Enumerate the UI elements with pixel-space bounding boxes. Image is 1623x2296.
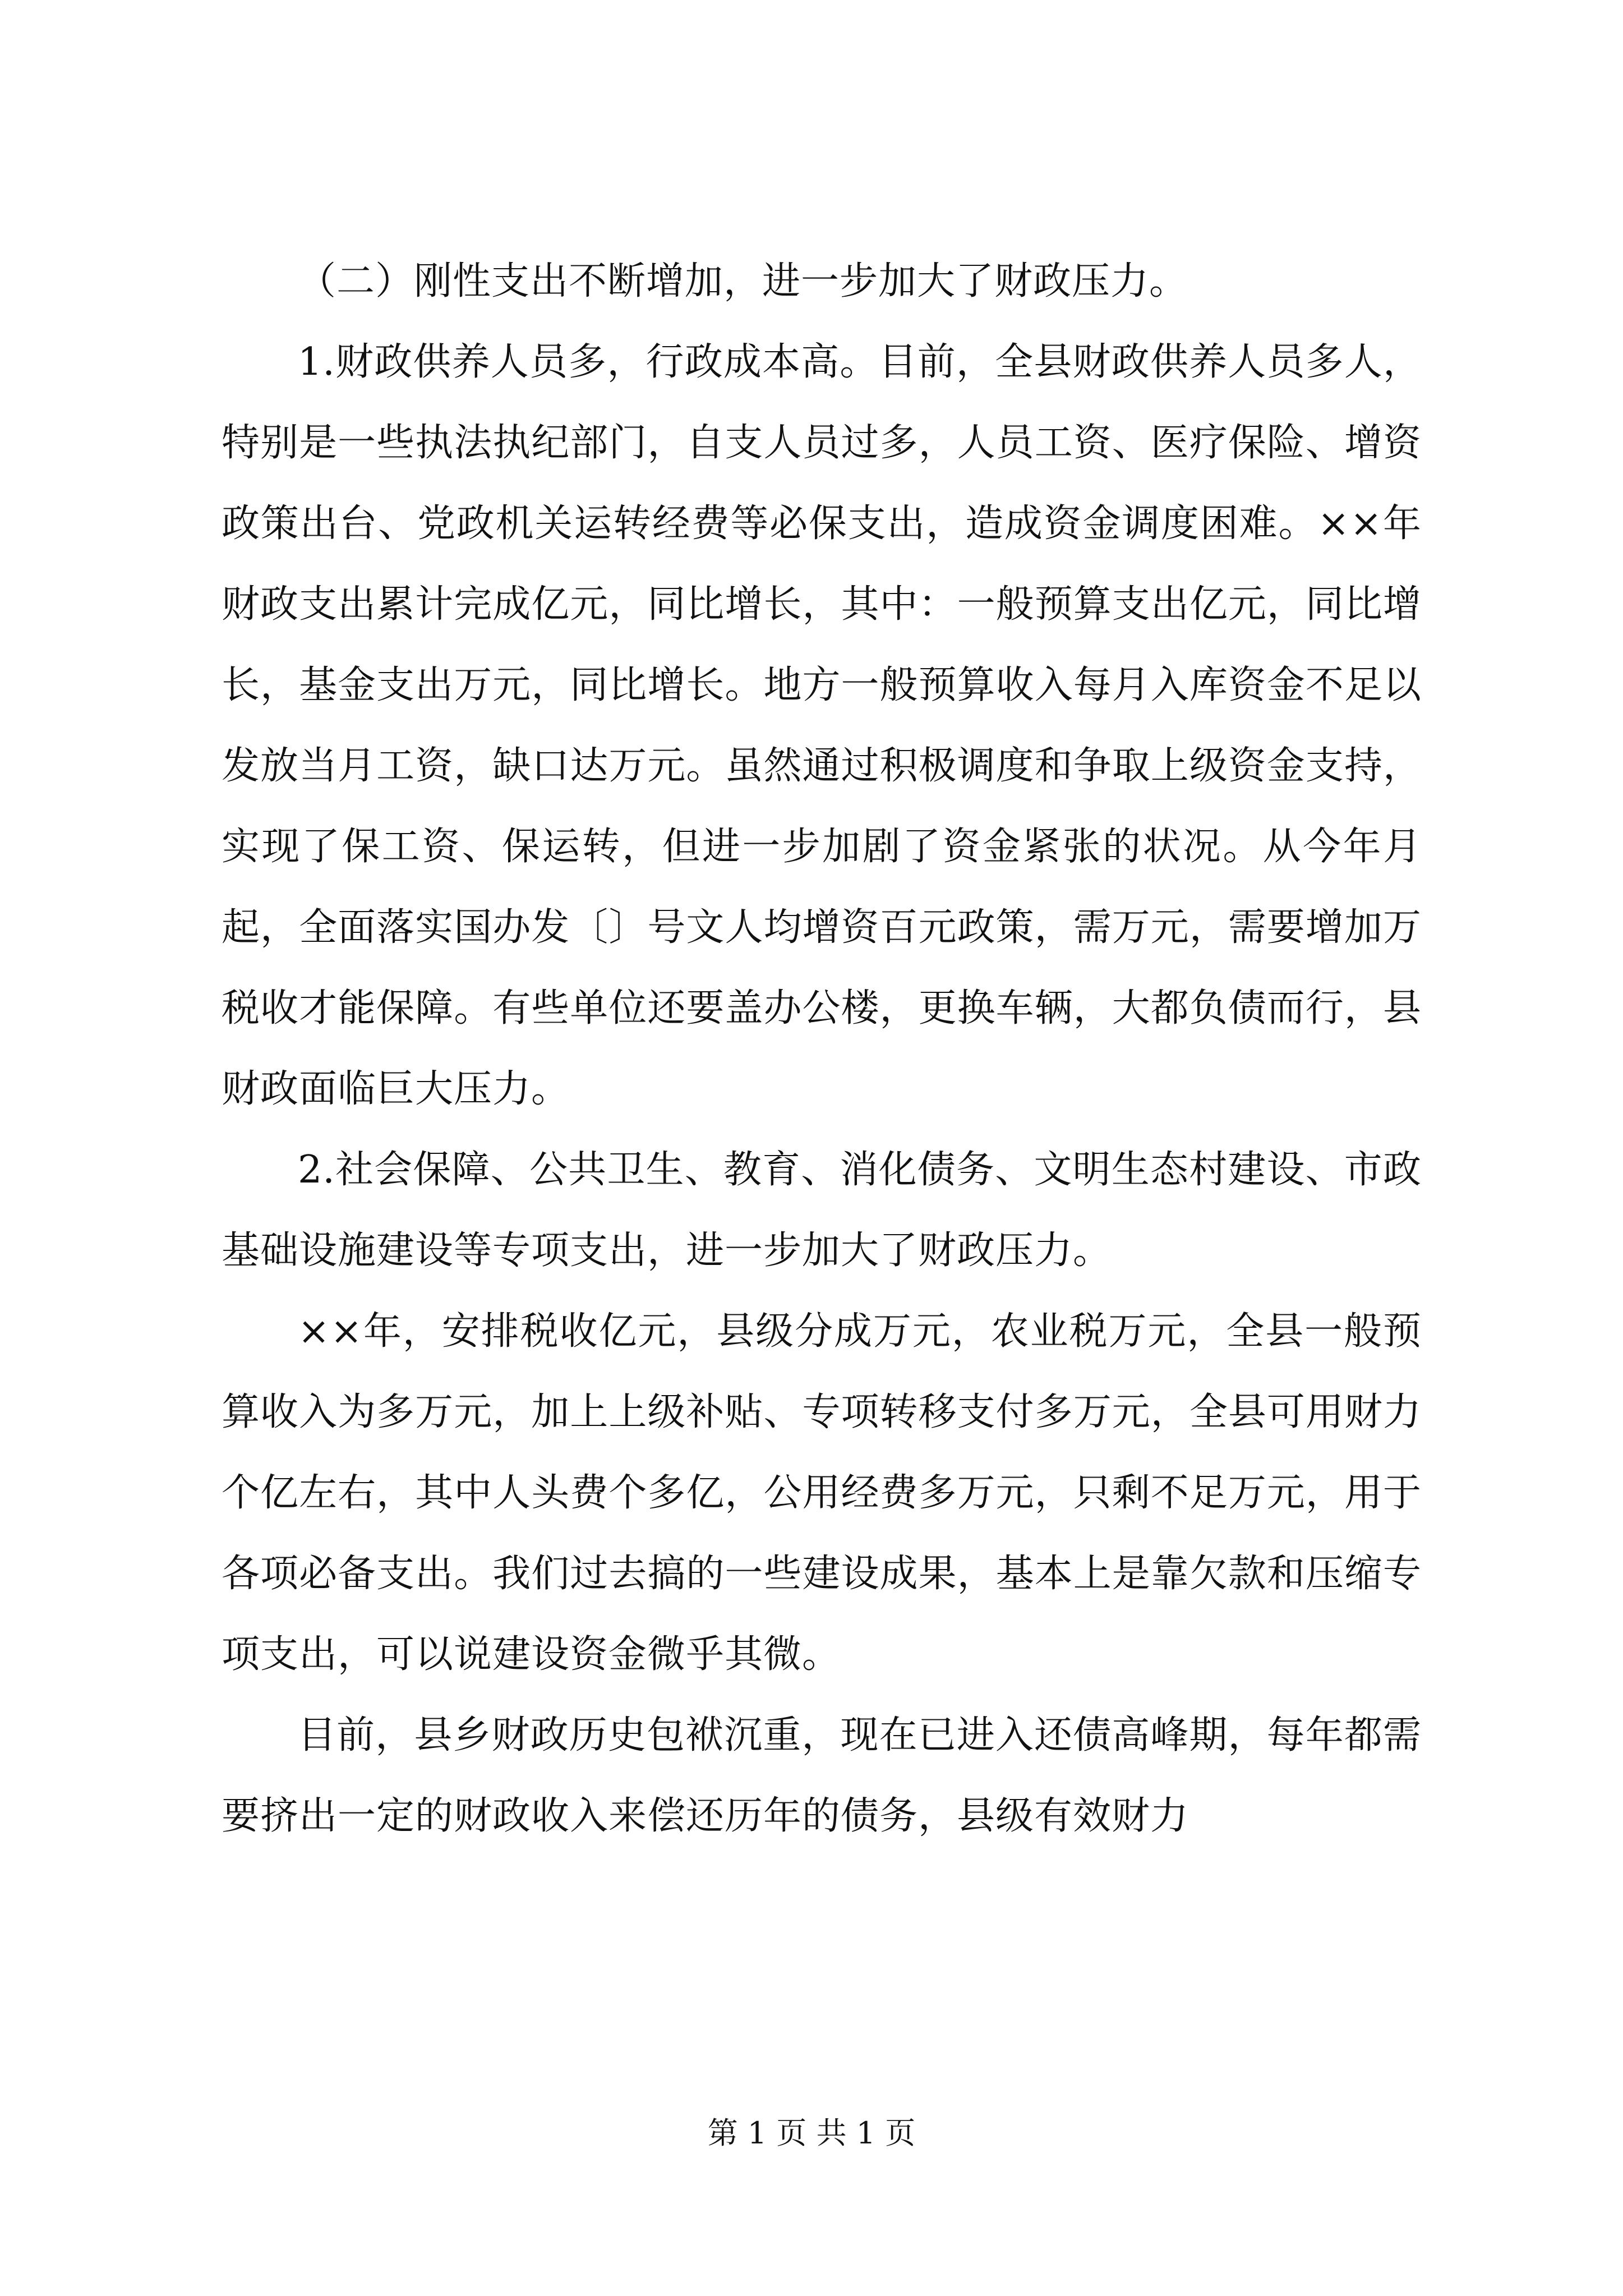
- paragraph-item-2: 2.社会保障、公共卫生、教育、消化债务、文明生态村建设、市政基础设施建设等专项支出，进一步加大了财政压力。: [222, 1148, 1422, 1273]
- page-footer: 第 1 页 共 1 页: [707, 2115, 916, 2151]
- paragraph-debt-burden: 目前，县乡财政历史包袱沉重，现在已进入还债高峰期，每年都需要挤出一定的财政收入来偿还历年的债务，县级有效财力: [222, 1713, 1422, 1838]
- document-body: [222, 241, 1422, 1857]
- paragraph-tax-arrangement: ××年，安排税收亿元，县级分成万元，农业税万元，全县一般预算收入为多万元，加上上级补贴、专项转移支付多万元，全县可用财力个亿左右，其中人头费个多亿，公用经费多万元，只剩不足万元，用于各项必备支出。我们过去搞的一些建设成果，基本上是靠欠款和压缩专项支出，可以说建设资金微乎其微。: [222, 1309, 1422, 1677]
- paragraph-section-heading: （二）刚性支出不断增加，进一步加大了财政压力。: [298, 259, 1188, 303]
- paragraph-item-1: 1.财政供养人员多，行政成本高。目前，全县财政供养人员多人，特别是一些执法执纪部门，自支人员过多，人员工资、医疗保险、增资政策出台、党政机关运转经费等必保支出，造成资金调度困难。××年财政支出累计完成亿元，同比增长，其中：一般预算支出亿元，同比增长，基金支出万元，同比增长。地方一般预算收入每月入库资金不足以发放当月工资，缺口达万元。虽然通过积极调度和争取上级资金支持，实现了保工资、保运转，但进一步加剧了资金紧张的状况。从今年月起，全面落实国办发〔〕号文人均增资百元政策，需万元，需要增加万税收才能保障。有些单位还要盖办公楼，更换车辆，大都负债而行，县财政面临巨大压力。: [222, 340, 1422, 1111]
